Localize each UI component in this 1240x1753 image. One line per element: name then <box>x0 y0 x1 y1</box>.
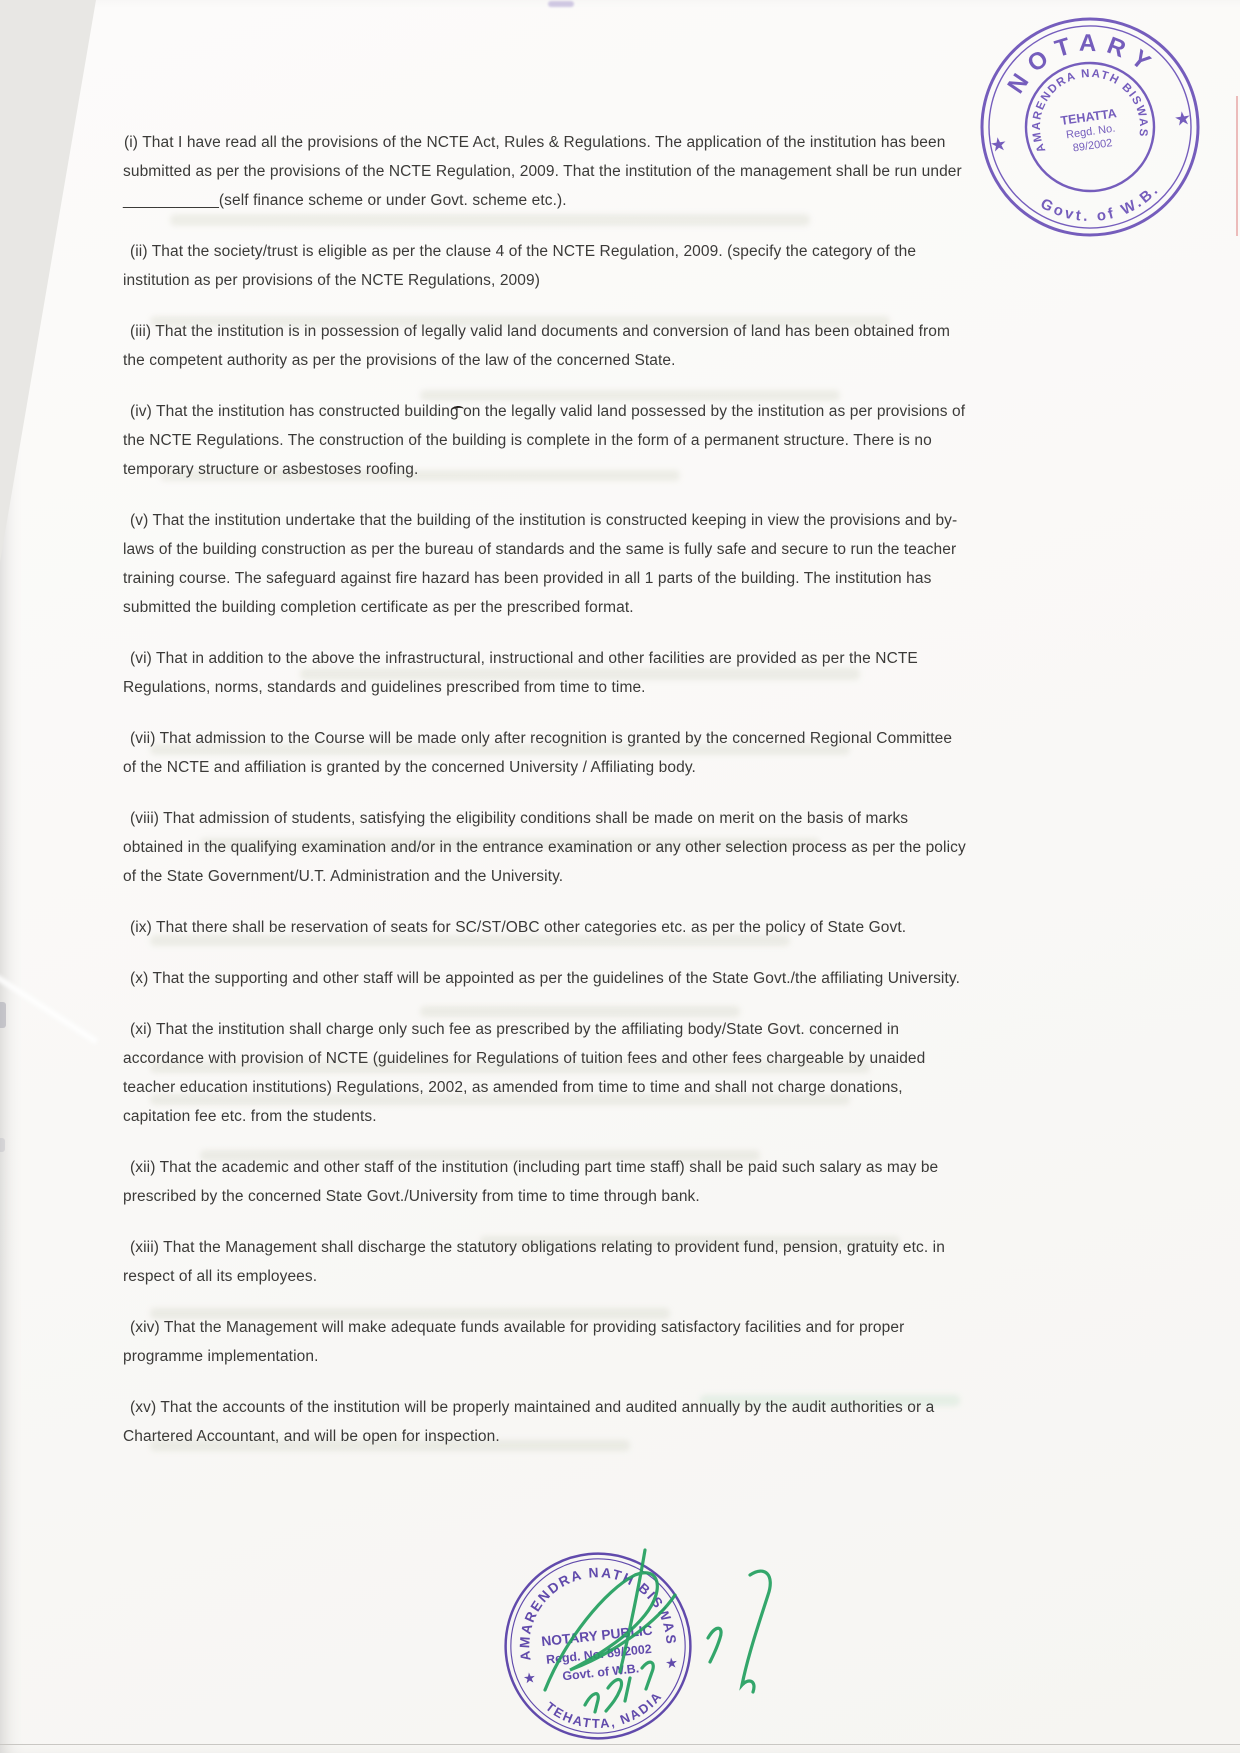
handwritten-tick <box>451 405 465 414</box>
stamp-title: NOTARY PUBLIC <box>540 1622 654 1650</box>
stamp-regd-number: Regd. No. 89/2002 <box>545 1641 653 1667</box>
star-icon: ★ <box>988 133 1009 157</box>
stamp-name-arc: AMARENDRA NATH BISWAS <box>1030 67 1150 155</box>
scan-edge-mark <box>1236 96 1238 236</box>
stamp-place: TEHATTA <box>1059 106 1118 128</box>
stamp-regd-number: 89/2002 <box>1072 137 1114 155</box>
clause-vi: (vi) That in addition to the above the infrastructural, instructional and other facilities are provided as per the NCTE Regulations, norms, standards and guidelines prescribed from time to time. <box>123 650 918 696</box>
clause-xii: (xii) That the academic and other staff of the institution (including part time staff) shall be paid such salary as may be prescribed by the concerned State Govt./University from time to time through bank. <box>123 1159 939 1205</box>
stamp-govt-arc: Govt. of W.B. <box>1037 180 1164 226</box>
stamp-notary-arc: NOTARY <box>1002 29 1163 99</box>
notary-stamp-icon <box>975 12 1205 242</box>
clause-xi: (xi) That the institution shall charge only such fee as prescribed by the affiliating body/State Govt. concerned in accordance with provision of NCTE (guidelines for Regulations of tuition fees and other fees chargeable by unaided teacher education institutions) Regulations, 2002, as amended from time to time and shall not charge donations, capitation fee etc. from the students. <box>123 1021 926 1125</box>
clause-iv: (iv) That the institution has constructed building on the legally valid land possessed by the institution as per provisions of the NCTE Regulations. The construction of the building is complete in the form of a permanent structure. There is no temporary structure or asbestoses roofing. <box>123 403 966 478</box>
stamp-name-arc: AMARENDRA NATH BISWAS <box>517 1565 679 1662</box>
affidavit-clauses <box>123 128 968 1473</box>
scan-edge-mark <box>0 1002 6 1028</box>
clause-xiv: (xiv) That the Management will make adequate funds available for providing satisfactory facilities and for proper programme implementation. <box>123 1319 905 1365</box>
clause-ii: (ii) That the society/trust is eligible as per the clause 4 of the NCTE Regulation, 2009. (specify the category of the institution as per provisions of the NCTE Regulations, 2009) <box>123 243 917 289</box>
svg-text:Govt. of W.B. <box>1036 179 1167 233</box>
clause-vii: (vii) That admission to the Course will be made only after recognition is granted by the concerned Regional Committee of the NCTE and affiliation is granted by the concerned University / Affiliating body. <box>123 730 953 776</box>
signature-ink <box>470 1520 790 1753</box>
scan-edge-mark <box>0 1138 5 1152</box>
clause-viii: (viii) That admission of students, satisfying the eligibility conditions shall be made on merit on the basis of marks obtained in the qualifying examination and/or in the entrance examination or any other selection process as per the policy of the State Government/U.T. Administration and the University. <box>123 810 966 885</box>
clause-x: (x) That the supporting and other staff will be appointed as per the guidelines of the State Govt./the affiliating University. <box>130 970 960 987</box>
star-icon: ★ <box>664 1655 679 1673</box>
stamp-govt: Govt. of W.B. <box>561 1661 640 1684</box>
stamp-regd-label: Regd. No. <box>1065 122 1117 142</box>
stamp-place-arc: TEHATTA, NADIA <box>542 1688 666 1732</box>
clause-v: (v) That the institution undertake that the building of the institution is constructed keeping in view the provisions and by-laws of the building construction as per the bureau of standards and the same is fully safe and secure to run the teacher training course. The safeguard against fire hazard has been provided in all 1 parts of the building. The institution has submitted the building completion certificate as per the prescribed format. <box>123 512 958 616</box>
clause-ix: (ix) That there shall be reservation of seats for SC/ST/OBC other categories etc. as per the policy of State Govt. <box>130 919 907 936</box>
star-icon: ★ <box>522 1670 537 1688</box>
star-icon: ★ <box>1172 107 1193 132</box>
ink-speck <box>548 1 574 7</box>
clause-iii: (iii) That the institution is in possession of legally valid land documents and conversion of land has been obtained from the competent authority as per the provisions of the law of the concerned State. <box>123 323 951 369</box>
clause-xiii: (xiii) That the Management shall discharge the statutory obligations relating to provident fund, pension, gratuity etc. in respect of all its employees. <box>123 1239 945 1285</box>
clause-i: (i) That I have read all the provisions of the NCTE Act, Rules & Regulations. The application of the institution has been submitted as per the provisions of the NCTE Regulation, 2009. That the institution of the management shall be run under ___________(self finance scheme or under Govt. scheme etc.). <box>123 134 962 209</box>
clause-xv: (xv) That the accounts of the institution will be properly maintained and audited annually by the audit authorities or a Chartered Accountant, and will be open for inspection. <box>123 1399 935 1445</box>
